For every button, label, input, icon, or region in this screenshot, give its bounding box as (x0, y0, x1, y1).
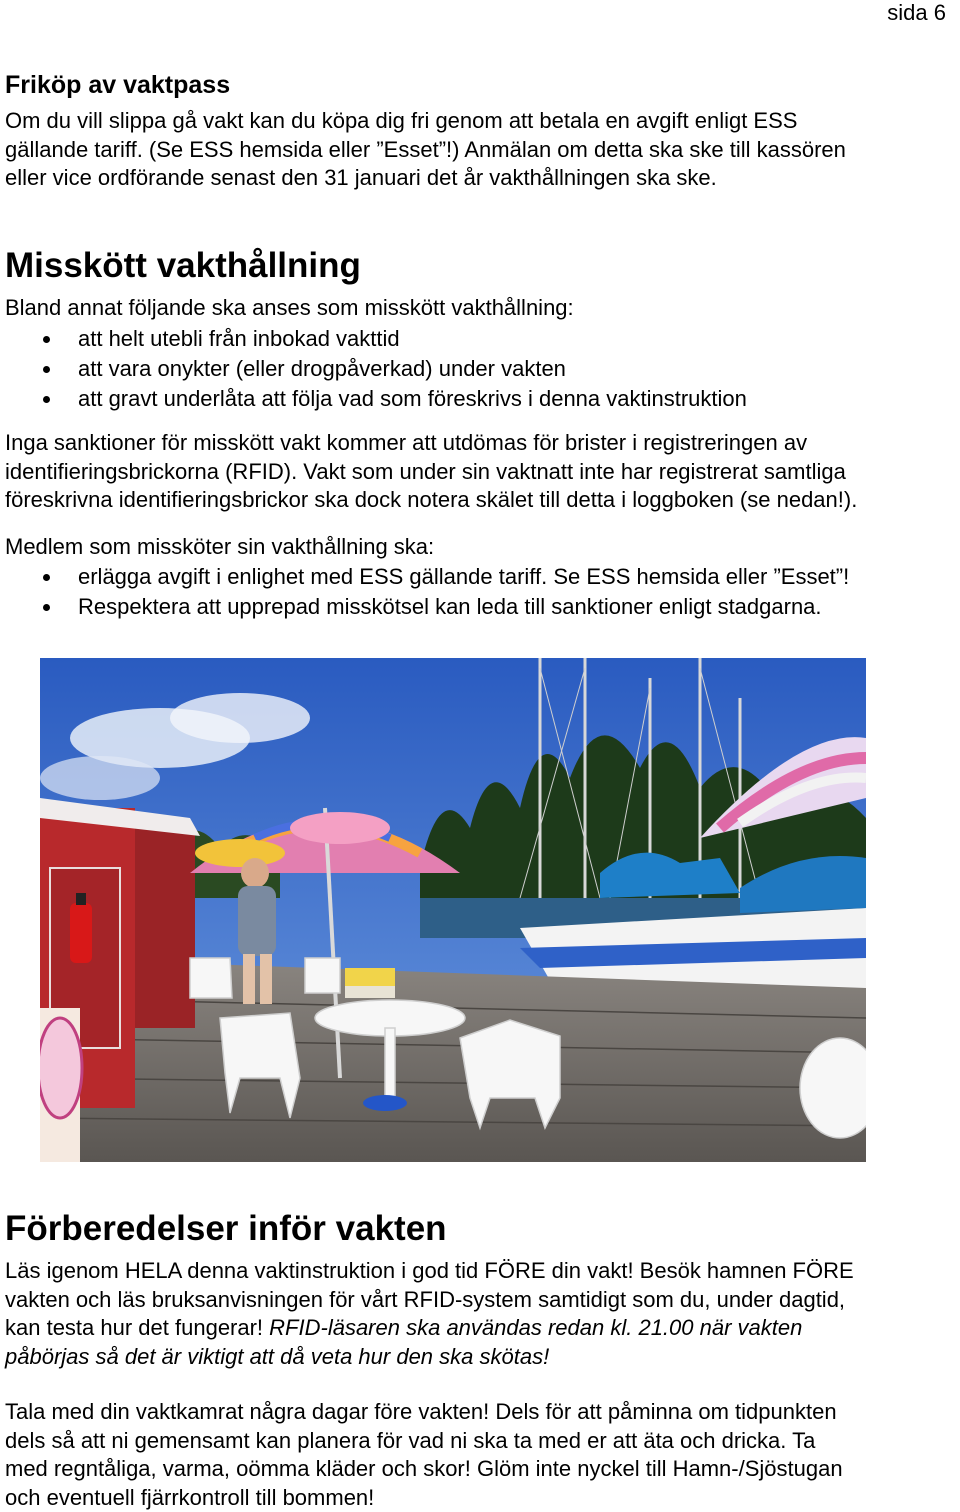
italic-note: RFID-läsaren ska användas redan kl. 21.00 när vakten (269, 1315, 803, 1340)
sanction-paragraph (5, 429, 955, 515)
list-item: att gravt underlåta att följa vad som föreskrivs i denna vaktinstruktion (5, 384, 955, 414)
member-intro: Medlem som missköter sin vakthållning ska: (5, 534, 435, 559)
sanction-line: identifieringsbrickorna (RFID). Vakt som under sin vaktnatt inte har registrerat samtliga (5, 458, 846, 484)
harbor-photo (40, 658, 866, 1162)
list-item: Respektera att upprepad misskötsel kan leda till sanktioner enligt stadgarna. (5, 592, 955, 622)
frikop-paragraph (5, 107, 955, 193)
list-item: erlägga avgift i enlighet med ESS gällande tariff. Se ESS hemsida eller ”Esset”! (5, 562, 955, 592)
page-number: sida 6 (887, 0, 946, 25)
sanction-line: Inga sanktioner för misskött vakt kommer att utdömas för brister i registreringen av (5, 430, 808, 455)
misskott-intro: Bland annat följande ska anses som misskött vakthållning: (5, 295, 574, 320)
bullet-icon (43, 396, 50, 403)
heading-frikop: Friköp av vaktpass (5, 71, 231, 99)
bullet-icon (43, 336, 50, 343)
list-item: att helt utebli från inbokad vakttid (5, 324, 955, 354)
bullet-icon (43, 574, 50, 581)
bullet-icon (43, 366, 50, 373)
italic-note: påbörjas så det är viktigt att då veta hur den ska skötas! (5, 1343, 550, 1369)
frikop-line: gällande tariff. (Se ESS hemsida eller ”Esset”!) Anmälan om detta ska ske till kassören (5, 136, 846, 162)
frikop-line: Om du vill slippa gå vakt kan du köpa dig fri genom att betala en avgift enligt ESS (5, 108, 798, 133)
list-item: att vara onykter (eller drogpåverkad) under vakten (5, 354, 955, 384)
heading-misskott: Misskött vakthållning (5, 246, 361, 285)
forberedelser-paragraph-1: Läs igenom HELA denna vaktinstruktion i god tid FÖRE din vakt! Besök hamnen FÖRE vakten och läs bruksanvisningen för vårt RFID-system samtidigt som du, under dagtid, kan testa hur det fungerar! RFID-läsaren ska användas redan kl. 21.00 när vakten påbörjas så det är viktigt att då veta hur den ska skötas! (5, 1258, 854, 1369)
heading-forberedelser: Förberedelser inför vakten (5, 1209, 447, 1248)
member-bullet-list (5, 562, 955, 622)
frikop-line: eller vice ordförande senast den 31 januari det år vakthållningen ska ske. (5, 165, 717, 190)
misskott-bullet-list (5, 324, 955, 414)
sanction-line: föreskrivna identifieringsbrickor ska dock notera skälet till detta i loggboken (se nedan!). (5, 487, 858, 512)
forberedelser-paragraph-2: Tala med din vaktkamrat några dagar före vakten! Dels för att påminna om tidpunkten dels så att ni gemensamt kan planera för vad ni ska ta med er att äta och dricka. Ta med regntåliga, varma, oömma kläder och skor! Glöm inte nyckel till Hamn-/Sjöstugan och eventuell fjärrkontroll till bommen! (5, 1399, 843, 1510)
bullet-icon (43, 604, 50, 611)
